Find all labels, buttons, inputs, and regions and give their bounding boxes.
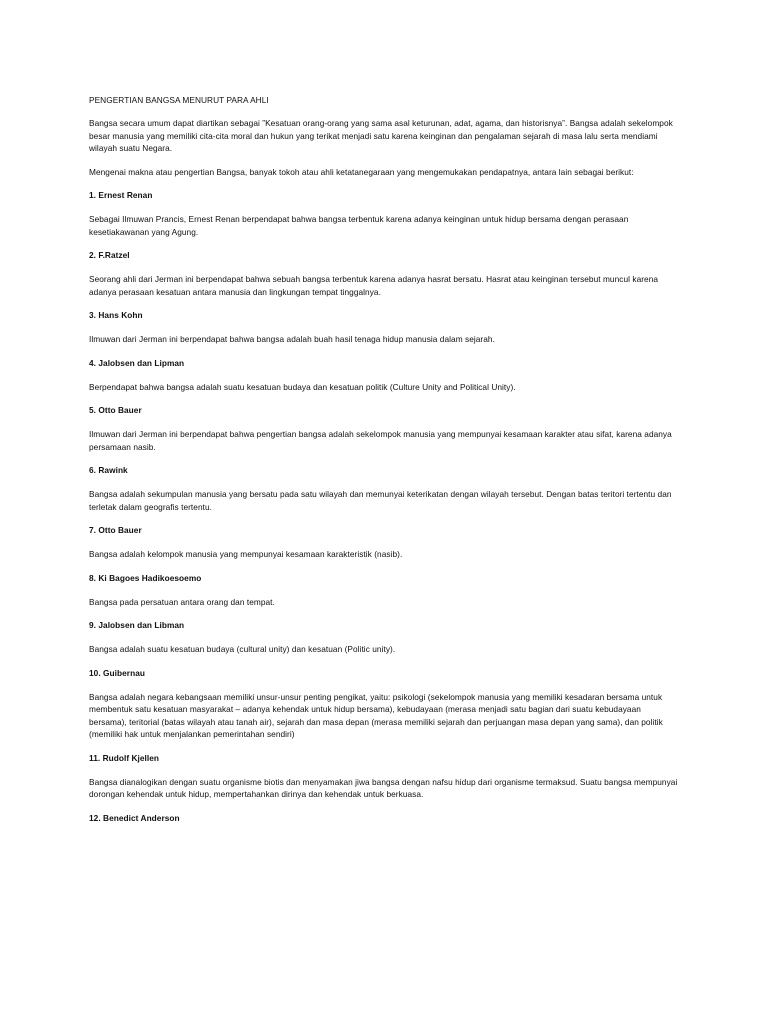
section-text-jalobsen-lipman: Berpendapat bahwa bangsa adalah suatu kesatuan budaya dan kesatuan politik (Culture Unity and Political Unity). [89, 381, 516, 392]
section-text-otto-bauer-2: Bangsa adalah kelompok manusia yang mempunyai kesamaan karakteristik (nasib). [89, 549, 403, 559]
section-text-jalobsen-libman: Bangsa adalah suatu kesatuan budaya (cultural unity) dan kesatuan (Politic unity). [89, 644, 396, 654]
section-heading-jalobsen-lipman: 4. Jalobsen dan Lipman [89, 357, 185, 368]
intro-paragraph-1: Bangsa secara umum dapat diartikan sebagai ”Kesatuan orang-orang yang sama asal keturunan, adat, agama, dan historisnya”. Bangsa adalah sekelompok besar manusia yang memiliki cita-cita moral dan hukun yang terikat menjadi satu karena keinginan dan pengalaman sejarah di masa lalu serta mendiami wilayah suatu Negara. [89, 118, 673, 153]
section-heading-jalobsen-libman: 9. Jalobsen dan Libman [89, 620, 185, 630]
section-text-f-ratzel: Seorang ahli dari Jerman ini berpendapat bahwa sebuah bangsa terbentuk karena adanya hasrat bersatu. Hasrat atau keinginan tersebut muncul karena adanya perasaan kesatuan antara manusia dan lingkungan tempat tinggalnya. [89, 274, 659, 297]
section-heading-f-ratzel: 2. F.Ratzel [89, 250, 130, 260]
section-heading-otto-bauer-1: 5. Otto Bauer [89, 405, 142, 415]
section-text-rawink: Bangsa adalah sekumpulan manusia yang bersatu pada satu wilayah dan memunyai keterikatan dengan wilayah tersebut. Dengan batas teritori tertentu dan terletak dalam geografis tertentu. [89, 489, 672, 512]
section-text-otto-bauer-1: Ilmuwan dari Jerman ini berpendapat bahwa pengertian bangsa adalah sekelompok manusia yang mempunyai kesamaan karakter atau sifat, karena adanya persamaan nasib. [89, 429, 672, 452]
section-heading-rudolf-kjellen: 11. Rudolf Kjellen [89, 752, 160, 763]
section-heading-otto-bauer-2: 7. Otto Bauer [89, 525, 142, 535]
section-heading-ernest-renan: 1. Ernest Renan [89, 190, 153, 200]
document-title: PENGERTIAN BANGSA MENURUT PARA AHLI [89, 95, 269, 105]
section-text-guibernau: Bangsa adalah negara kebangsaan memiliki unsur-unsur penting pengikat, yaitu: psikologi (sekelompok manusia yang memiliki kesadaran bersama untuk membentuk satu kesatuan masyarakat – adanya kehendak untuk hidup bersama), kebudayaan (merasa menjadi satu bagian dari suatu kebudayaan bersama), teritorial (batas wilayah atau tanah air), sejarah dan masa depan (merasa memiliki sejarah dan perjuangan masa depan yang sama), dan politik (memiliki hak untuk menjalankan pemerintahan sendiri) [89, 691, 663, 739]
section-heading-benedict-anderson: 12. Benedict Anderson [89, 812, 180, 823]
section-text-hans-kohn: Ilmuwan dari Jerman ini berpendapat bahwa bangsa adalah buah hasil tenaga hidup manusia dalam sejarah. [89, 334, 495, 344]
section-text-ki-bagoes: Bangsa pada persatuan antara orang dan tempat. [89, 596, 275, 607]
intro-paragraph-2: Mengenai makna atau pengertian Bangsa, banyak tokoh atau ahli ketatanegaraan yang mengemukakan pendapatnya, antara lain sebagai berikut: [89, 166, 634, 177]
section-heading-hans-kohn: 3. Hans Kohn [89, 310, 143, 320]
section-text-rudolf-kjellen: Bangsa dianalogikan dengan suatu organisme biotis dan menyamakan jiwa bangsa dengan nafsu hidup dari organisme termaksud. Suatu bangsa mempunyai dorongan kehendak untuk hidup, mempertahankan dirinya dan kehendak untuk berkuasa. [89, 776, 678, 799]
section-text-ernest-renan: Sebagai Ilmuwan Prancis, Ernest Renan berpendapat bahwa bangsa terbentuk karena adanya keinginan untuk hidup bersama dengan perasaan kesetiakawanan yang Agung. [89, 214, 629, 237]
section-heading-guibernau: 10. Guibernau [89, 667, 145, 678]
section-heading-ki-bagoes: 8. Ki Bagoes Hadikoesoemo [89, 572, 202, 583]
section-heading-rawink: 6. Rawink [89, 465, 128, 475]
document-page [89, 94, 679, 836]
